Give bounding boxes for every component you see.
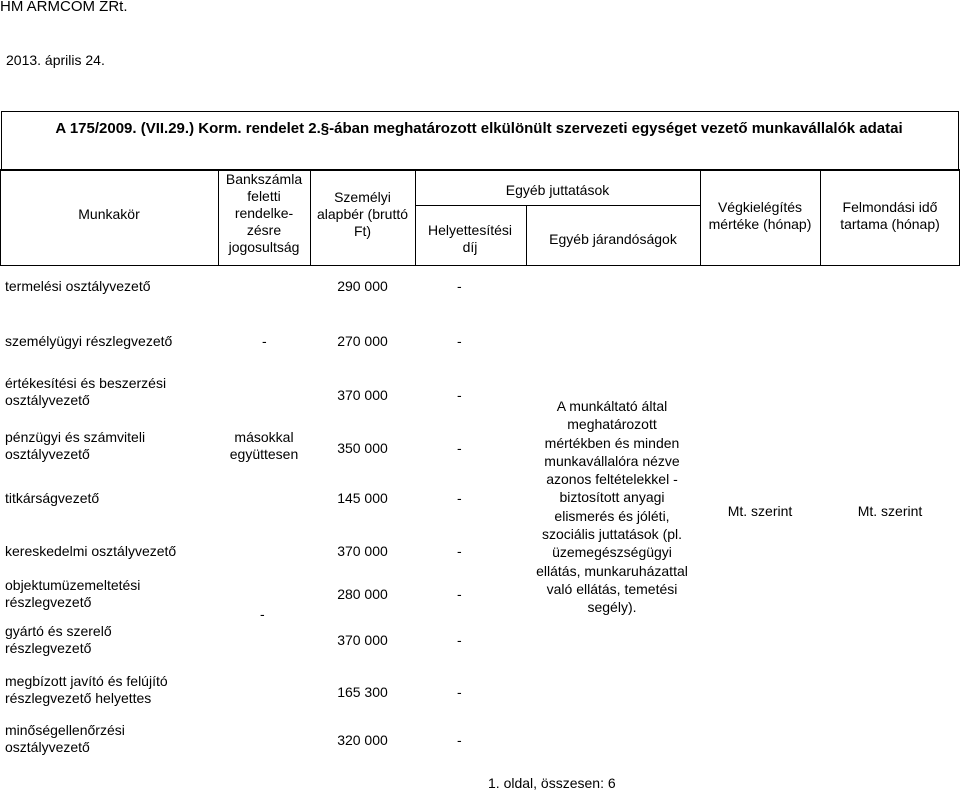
cell-munkakor: objektumüzemeltetési részlegvezető xyxy=(5,577,141,610)
cell-helyettesitesi: - xyxy=(457,684,462,700)
cell-alapber: 290 000 xyxy=(337,278,388,294)
cell-alapber: 370 000 xyxy=(337,543,388,559)
cell-alapber: 370 000 xyxy=(337,632,388,648)
cell-bankszamla-group: - xyxy=(260,606,265,622)
document-date: 2013. április 24. xyxy=(6,52,105,68)
cell-egyeb-jarandosagok: A munkáltató által meghatározott mértékben és minden munkavállalóra nézve azonos feltételekkel - biztosított anyagi elismerés és jóléti, szociális juttatások (pl. üzemegészségügyi ellátás, munkaruházattal való ellátás, temetési segély). xyxy=(536,398,688,616)
table-row xyxy=(0,577,960,617)
page-footer: 1. oldal, összesen: 6 xyxy=(488,775,616,791)
header-egyeb-juttatasok: Egyéb juttatások xyxy=(505,182,610,198)
cell-alapber: 280 000 xyxy=(337,586,388,602)
cell-munkakor: gyártó és szerelő részlegvezető xyxy=(5,623,112,656)
table-row xyxy=(0,623,960,663)
table-row xyxy=(0,278,960,298)
header-alapber: Személyi alapbér (bruttó Ft) xyxy=(316,189,409,239)
cell-helyettesitesi: - xyxy=(457,732,462,748)
header-munkakor: Munkakör xyxy=(78,206,140,222)
cell-alapber: 350 000 xyxy=(337,440,388,456)
cell-bankszamla-group: másokkal együttesen xyxy=(229,429,299,462)
table-header xyxy=(0,169,960,265)
cell-helyettesitesi: - xyxy=(457,278,462,294)
table-row xyxy=(0,543,960,563)
document-title: A 175/2009. (VII.29.) Korm. rendelet 2.§-ában meghatározott elkülönült szervezeti egységet vezető munkavállalók adatai xyxy=(55,120,903,137)
cell-vegkielegites: Mt. szerint xyxy=(727,503,793,519)
cell-helyettesitesi: - xyxy=(457,632,462,648)
cell-helyettesitesi: - xyxy=(457,387,462,403)
table-row xyxy=(0,375,960,415)
company-name: HM ARMCOM ZRt. xyxy=(0,0,128,15)
cell-alapber: 370 000 xyxy=(337,387,388,403)
cell-munkakor: értékesítési és beszerzési osztályvezető xyxy=(5,375,167,408)
table-row xyxy=(0,429,960,469)
table-row xyxy=(0,673,960,713)
cell-munkakor: megbízott javító és felújító részlegvezető helyettes xyxy=(5,673,168,706)
table-row xyxy=(0,722,960,762)
cell-helyettesitesi: - xyxy=(457,543,462,559)
cell-munkakor: termelési osztályvezető xyxy=(5,278,151,294)
cell-helyettesitesi: - xyxy=(457,440,462,456)
cell-munkakor: kereskedelmi osztályvezető xyxy=(5,543,177,559)
cell-bankszamla: - xyxy=(262,333,267,349)
header-bankszamla: Bankszámla feletti rendelke- zésre jogosultság xyxy=(225,171,303,255)
cell-alapber: 270 000 xyxy=(337,333,388,349)
header-helyettesitesi: Helyettesítési díj xyxy=(427,222,513,255)
cell-felmondasi: Mt. szerint xyxy=(857,503,923,519)
header-egyeb-jarandosagok: Egyéb járandóságok xyxy=(549,231,677,247)
cell-helyettesitesi: - xyxy=(457,333,462,349)
header-felmondasi: Felmondási idő tartama (hónap) xyxy=(840,199,940,232)
table-row xyxy=(0,333,960,353)
cell-munkakor: pénzügyi és számviteli osztályvezető xyxy=(5,429,146,462)
cell-alapber: 165 300 xyxy=(337,684,388,700)
header-vegkielegites: Végkielégítés mértéke (hónap) xyxy=(708,199,812,232)
cell-munkakor: titkárságvezető xyxy=(5,490,100,506)
cell-helyettesitesi: - xyxy=(457,490,462,506)
cell-alapber: 145 000 xyxy=(337,490,388,506)
cell-munkakor: személyügyi részlegvezető xyxy=(5,333,173,349)
cell-helyettesitesi: - xyxy=(457,586,462,602)
cell-munkakor: minőségellenőrzési osztályvezető xyxy=(5,722,125,755)
cell-alapber: 320 000 xyxy=(337,732,388,748)
